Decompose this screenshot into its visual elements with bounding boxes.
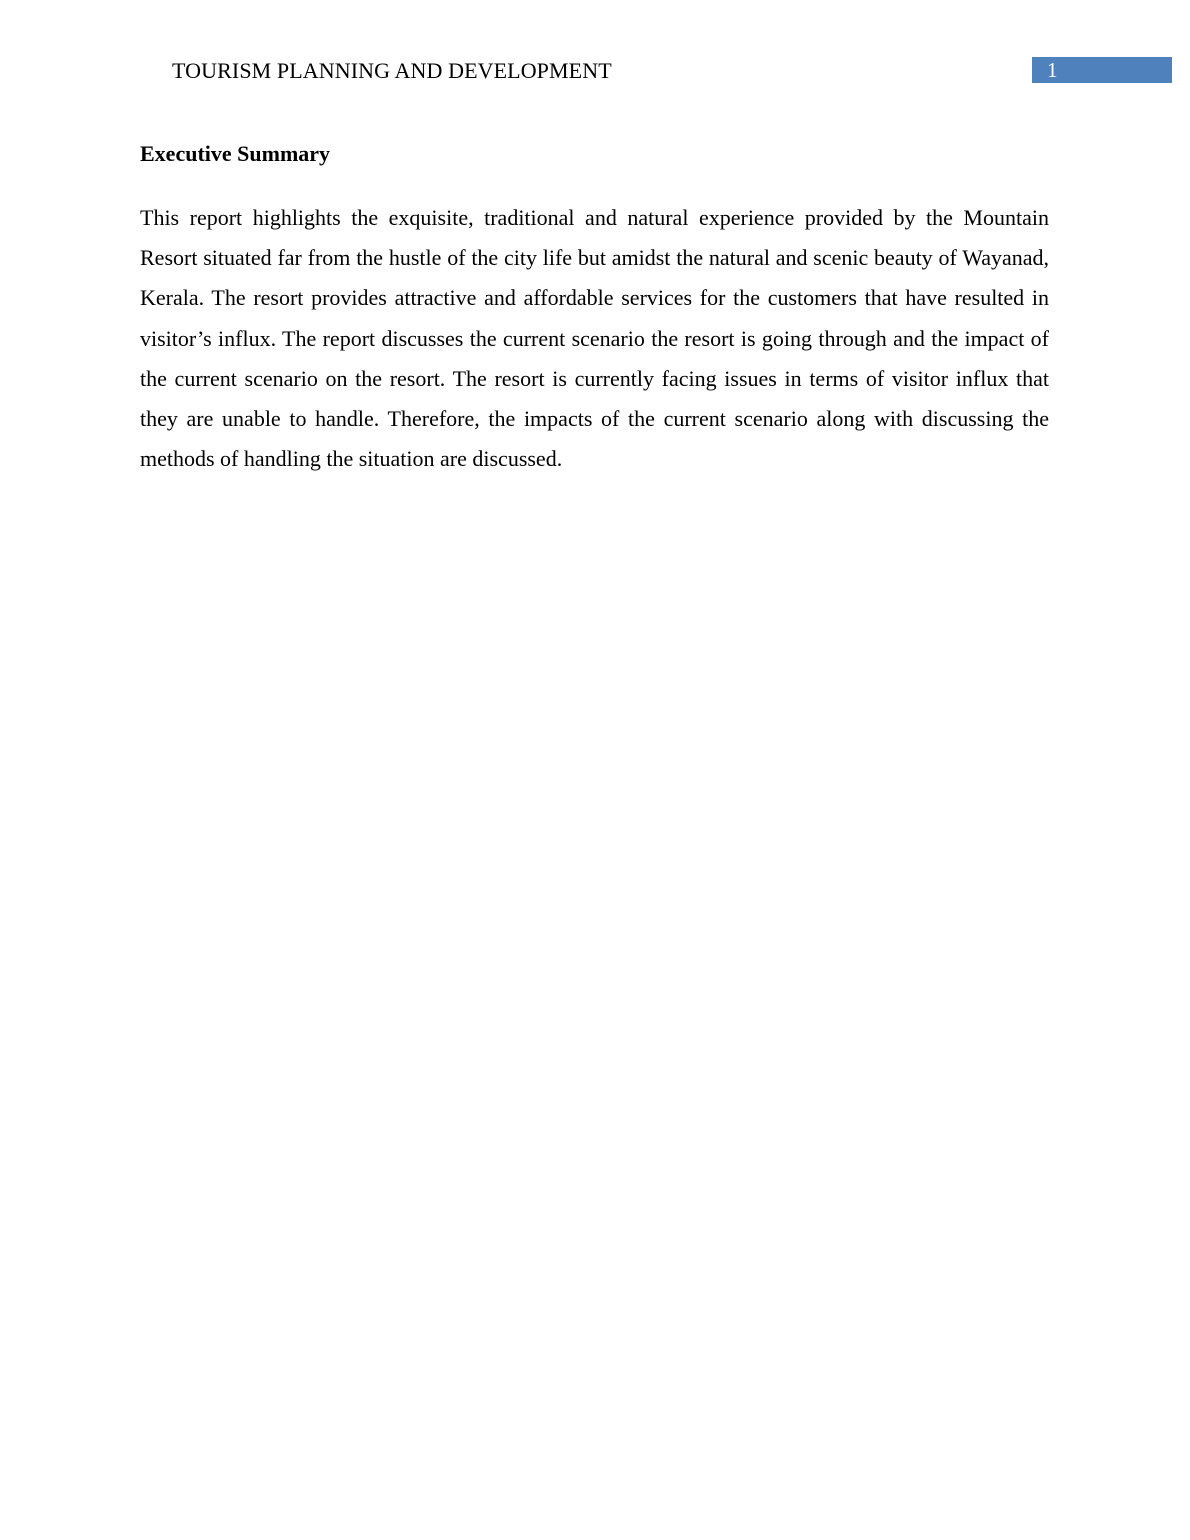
executive-summary-paragraph: This report highlights the exquisite, traditional and natural experience provided by the Mountain Resort situated far from the hustle of the city life but amidst the natural and scenic beauty of Wayanad, Kerala. The resort provides attractive and affordable services for the customers that have resulted in visitor’s influx. The report discusses the current scenario the resort is going through and the impact of the current scenario on the resort. The resort is currently facing issues in terms of visitor influx that they are unable to handle. Therefore, the impacts of the current scenario along with discussing the methods of handling the situation are discussed. [140,205,1049,472]
page-number-badge [1032,57,1172,83]
executive-summary-heading: Executive Summary [140,141,331,166]
running-header-title: TOURISM PLANNING AND DEVELOPMENT [172,58,612,83]
page-number: 1 [1047,58,1058,82]
